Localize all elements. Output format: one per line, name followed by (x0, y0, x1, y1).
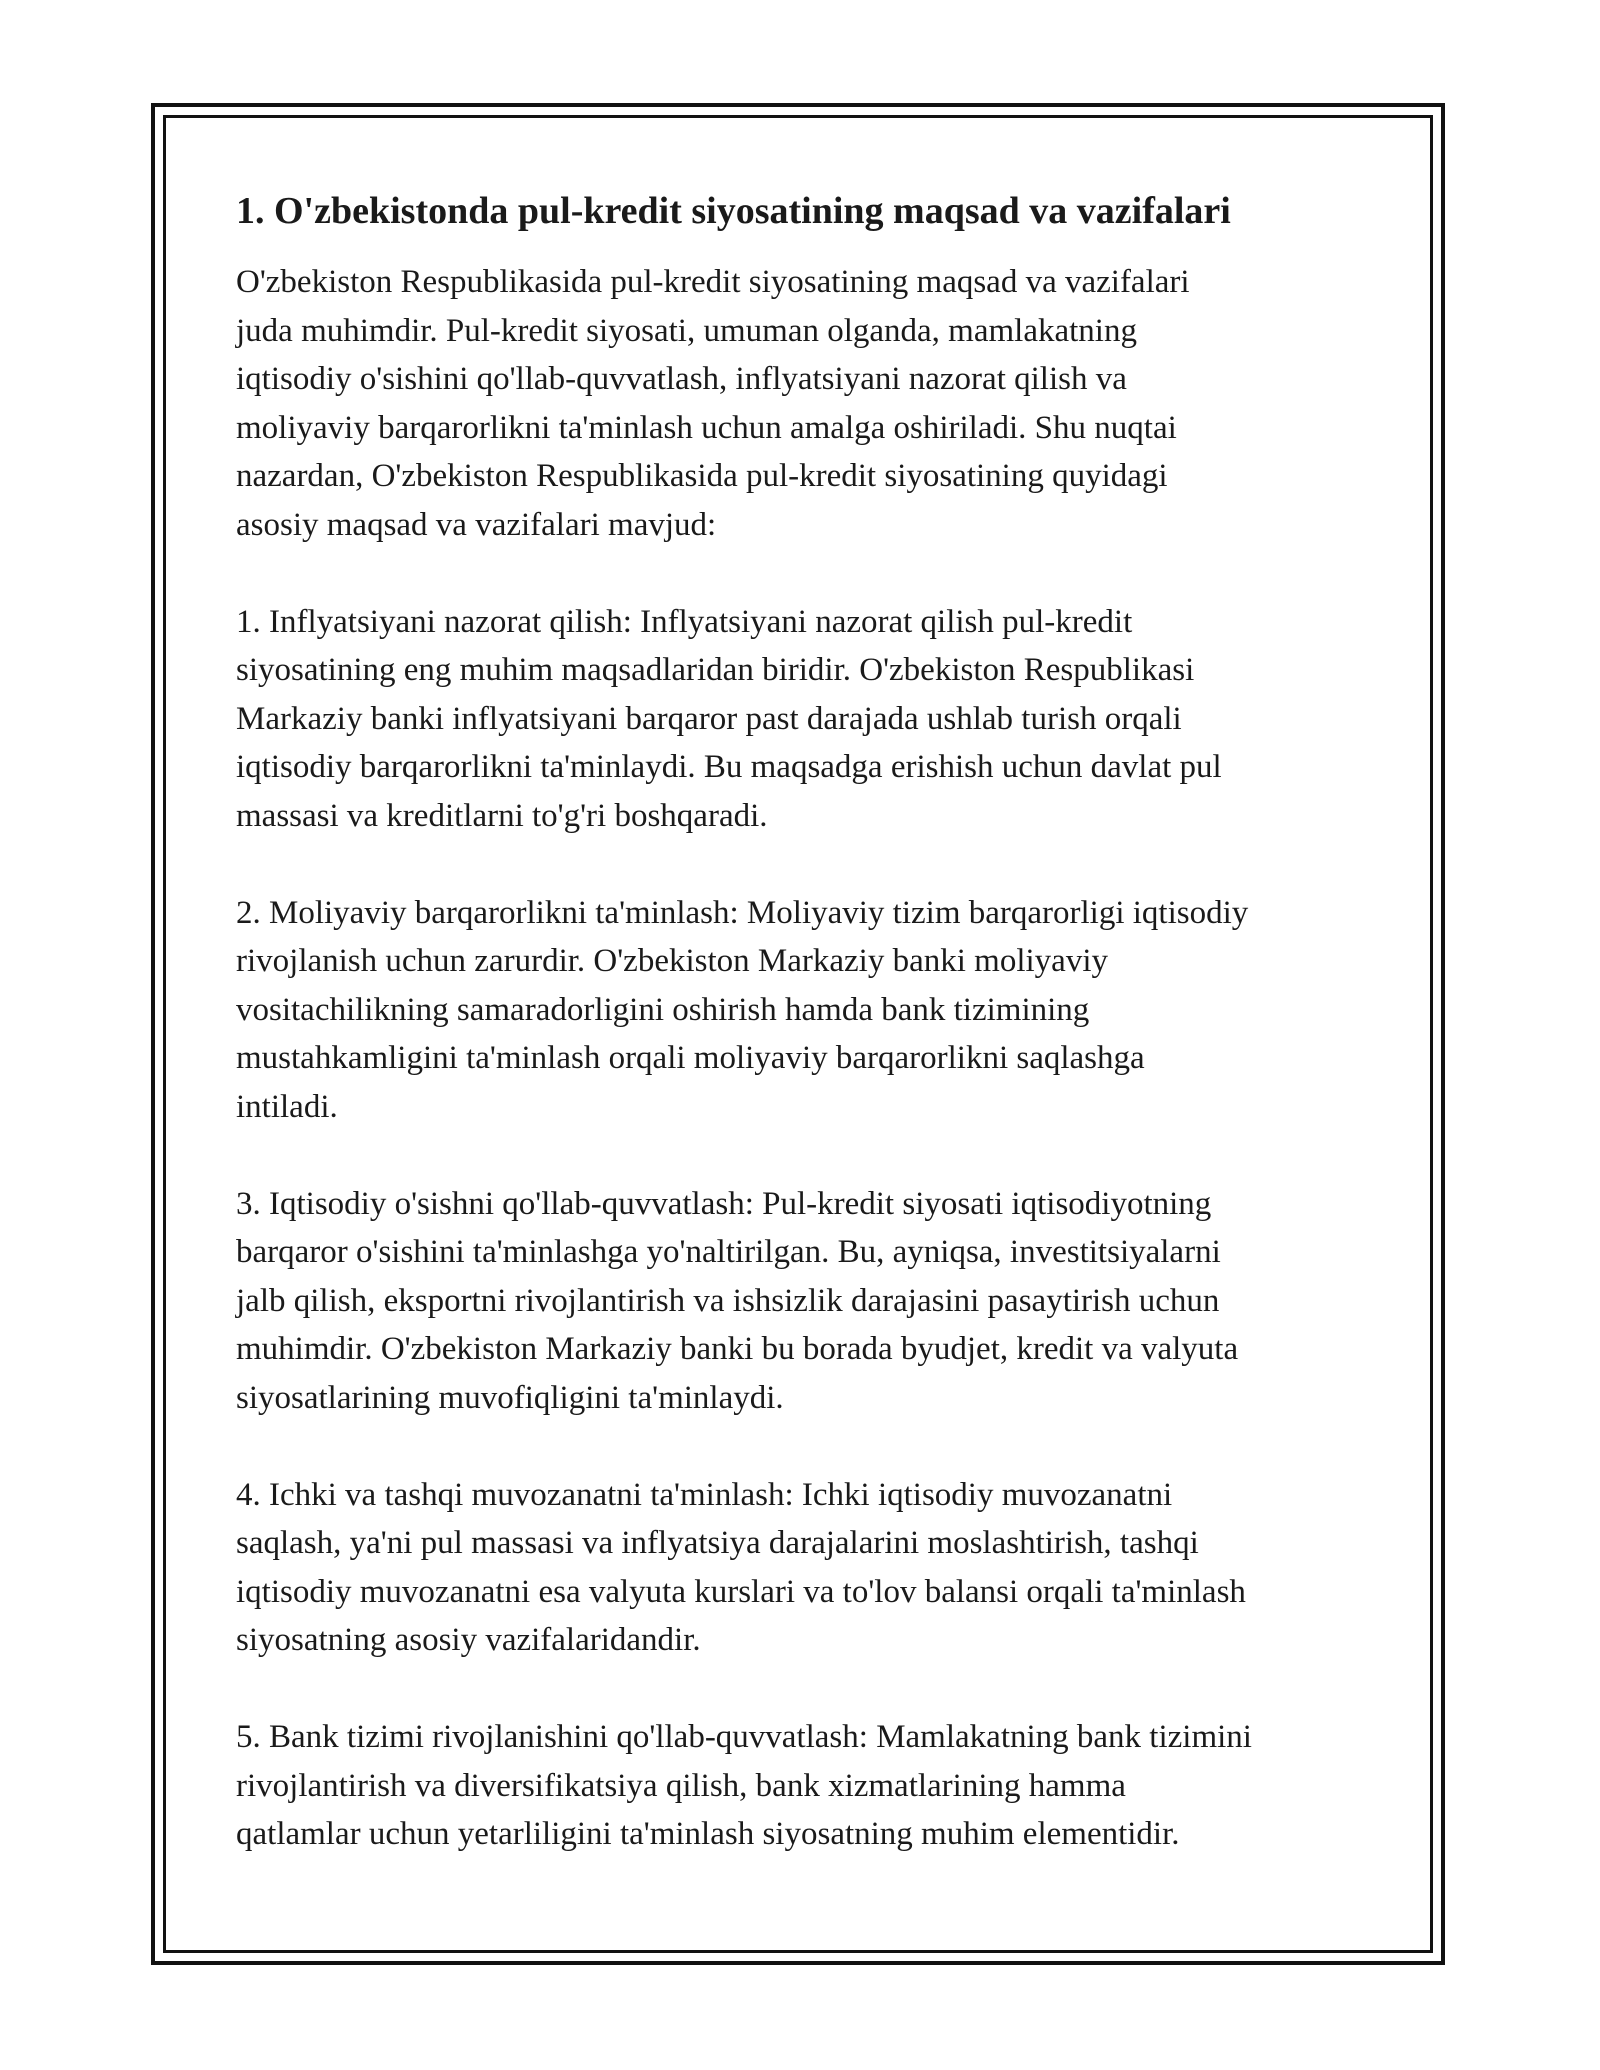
text-line: iqtisodiy o'sishini qo'llab-quvvatlash, inflyatsiyani nazorat qilish va (236, 361, 1127, 397)
text-line: vositachilikning samaradorligini oshirish hamda bank tizimining (236, 991, 1090, 1028)
text-line: siyosatning asosiy vazifalaridandir. (236, 1622, 701, 1658)
text-line: jalb qilish, eksportni rivojlantirish va ishsizlik darajasini pasaytirish uchun (236, 1282, 1220, 1319)
document-content (236, 186, 1376, 1907)
text-line: intiladi. (236, 1088, 338, 1125)
text-line: iqtisodiy muvozanatni esa valyuta kurslari va to'lov balansi orqali ta'minlash (236, 1573, 1246, 1610)
paragraph-item-3 (236, 1180, 1376, 1423)
paragraph-item-1 (236, 598, 1376, 841)
paragraph-item-4 (236, 1471, 1376, 1665)
text-line: O'zbekiston Respublikasida pul-kredit siyosatining maqsad va vazifalari (236, 264, 1190, 300)
text-line: 3. Iqtisodiy o'sishni qo'llab-quvvatlash: Pul-kredit siyosati iqtisodiyotning (236, 1185, 1212, 1222)
text-line: nazardan, O'zbekiston Respublikasida pul-kredit siyosatining quyidagi (236, 458, 1168, 494)
document-title: 1. O'zbekistonda pul-kredit siyosatining maqsad va vazifalari (236, 190, 1231, 232)
text-line: massasi va kreditlarni to'g'ri boshqaradi. (236, 797, 768, 834)
paragraph-intro (236, 258, 1376, 549)
paragraph-item-2 (236, 889, 1376, 1132)
text-line: 2. Moliyaviy barqarorlikni ta'minlash: Moliyaviy tizim barqarorligi iqtisodiy (236, 894, 1249, 931)
text-line: 1. Inflyatsiyani nazorat qilish: Inflyatsiyani nazorat qilish pul-kredit (236, 603, 1133, 640)
paragraph-item-5 (236, 1713, 1376, 1859)
text-line: 4. Ichki va tashqi muvozanatni ta'minlash: Ichki iqtisodiy muvozanatni (236, 1476, 1173, 1513)
text-line: qatlamlar uchun yetarliligini ta'minlash siyosatning muhim elementidir. (236, 1816, 1180, 1852)
text-line: siyosatlarining muvofiqligini ta'minlaydi. (236, 1379, 784, 1416)
text-line: Markaziy banki inflyatsiyani barqaror past darajada ushlab turish orqali (236, 700, 1182, 737)
text-line: muhimdir. O'zbekiston Markaziy banki bu borada byudjet, kredit va valyuta (236, 1331, 1239, 1367)
text-line: rivojlantirish va diversifikatsiya qilish, bank xizmatlarining hamma (236, 1767, 1126, 1804)
text-line: iqtisodiy barqarorlikni ta'minlaydi. Bu maqsadga erishish uchun davlat pul (236, 749, 1222, 785)
text-line: juda muhimdir. Pul-kredit siyosati, umuman olganda, mamlakatning (236, 312, 1137, 349)
text-line: barqaror o'sishini ta'minlashga yo'naltirilgan. Bu, ayniqsa, investitsiyalarni (236, 1234, 1221, 1270)
text-line: mustahkamligini ta'minlash orqali moliyaviy barqarorlikni saqlashga (236, 1040, 1145, 1076)
text-line: 5. Bank tizimi rivojlanishini qo'llab-quvvatlash: Mamlakatning bank tizimini (236, 1719, 1252, 1755)
text-line: siyosatining eng muhim maqsadlaridan biridir. O'zbekiston Respublikasi (236, 652, 1195, 688)
text-line: asosiy maqsad va vazifalari mavjud: (236, 506, 717, 543)
text-line: rivojlanish uchun zarurdir. O'zbekiston Markaziy banki moliyaviy (236, 943, 1108, 979)
text-line: moliyaviy barqarorlikni ta'minlash uchun amalga oshiriladi. Shu nuqtai (236, 409, 1177, 446)
text-line: saqlash, ya'ni pul massasi va inflyatsiya darajalarini moslashtirish, tashqi (236, 1525, 1199, 1561)
